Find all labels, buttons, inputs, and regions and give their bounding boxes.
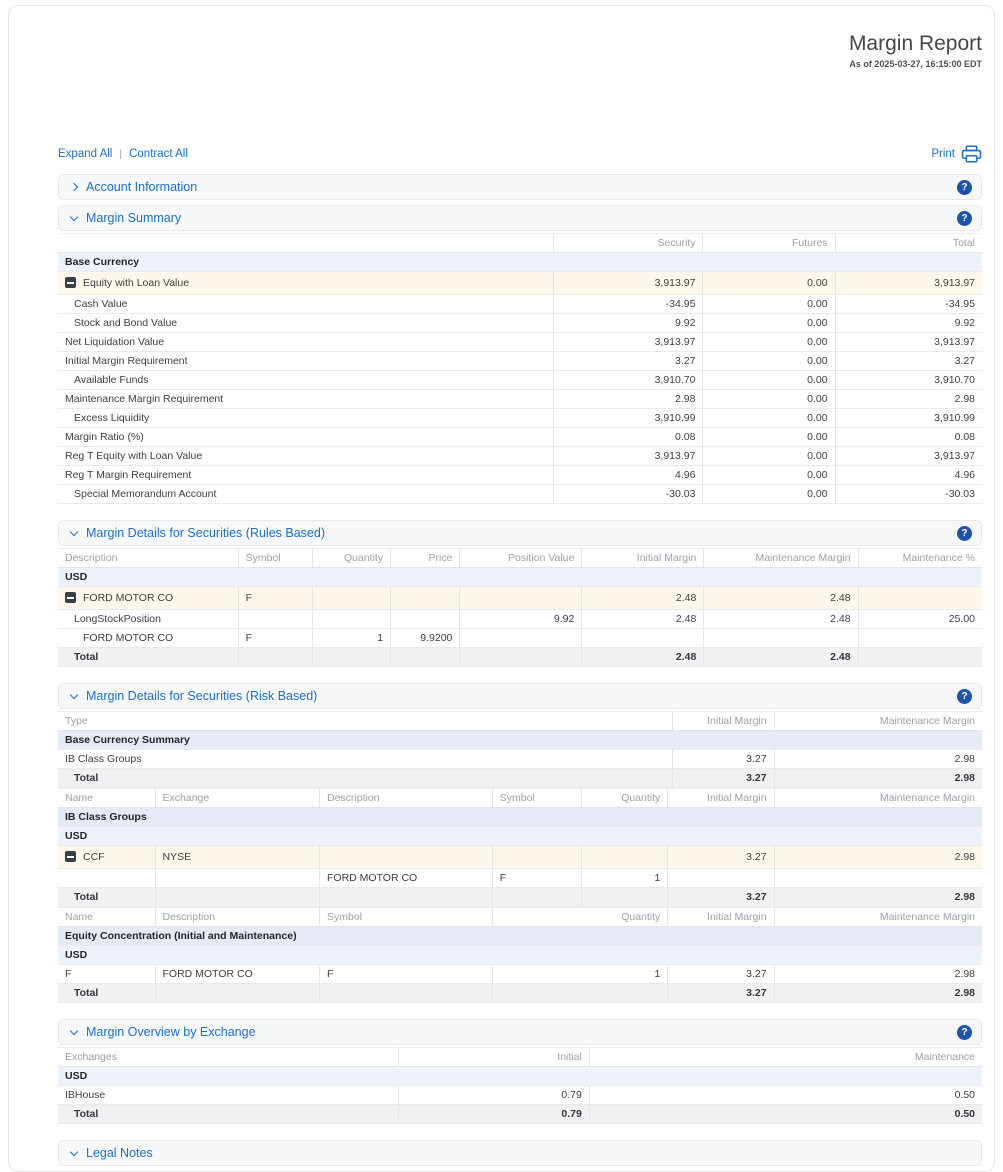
cell: FORD MOTOR CO: [319, 869, 492, 888]
cell: 0.00: [703, 447, 835, 466]
margin-rules-table: [58, 548, 982, 667]
row-label: F: [65, 968, 72, 981]
cell: 2.48: [582, 587, 704, 610]
contract-all-link[interactable]: Contract All: [129, 148, 188, 161]
group-header-cell: USD: [58, 827, 982, 846]
table-row: [58, 984, 982, 1003]
cell: -30.03: [835, 485, 982, 504]
column-header: Security: [553, 234, 703, 253]
table-row: [58, 352, 982, 371]
row-label: Total: [74, 891, 99, 904]
row-label: Cash Value: [74, 298, 128, 311]
cell: [155, 888, 319, 907]
help-icon[interactable]: ?: [957, 211, 972, 226]
row-label: Initial Margin Requirement: [65, 355, 188, 368]
cell: [238, 610, 312, 629]
cell: F: [238, 629, 312, 648]
cell: 3.27: [668, 846, 774, 869]
row-label: Stock and Bond Value: [74, 317, 178, 330]
cell: 0.00: [703, 272, 835, 295]
cell: [58, 352, 553, 371]
table-row: [58, 869, 982, 888]
row-label: Maintenance Margin Requirement: [65, 393, 224, 406]
section-account-information: [58, 174, 982, 200]
collapse-icon[interactable]: [65, 851, 76, 862]
table-row: [58, 587, 982, 610]
group-header-cell: IB Class Groups: [58, 808, 982, 827]
margin-overview-table: [58, 1047, 982, 1124]
cell: [58, 610, 238, 629]
cell: 0.00: [703, 428, 835, 447]
table-row: [58, 808, 982, 827]
table-row: [58, 769, 982, 788]
row-label: Net Liquidation Value: [65, 336, 165, 349]
cell: 3,913.97: [835, 333, 982, 352]
cell: [58, 965, 155, 984]
column-header: Position Value: [460, 549, 582, 568]
column-header: Symbol: [238, 549, 312, 568]
cell: 2.48: [582, 610, 704, 629]
cell: 3,913.97: [835, 447, 982, 466]
group-header-cell: Equity Concentration (Initial and Maintenance): [58, 927, 982, 946]
row-label: CCF: [83, 851, 105, 864]
cell: [58, 466, 553, 485]
table-row: [58, 1067, 982, 1086]
column-header: Initial Margin: [668, 908, 774, 927]
table-header-row: [58, 789, 982, 808]
cell: 3.27: [668, 965, 774, 984]
cell: [58, 409, 553, 428]
cell: [58, 869, 155, 888]
row-label: Total: [74, 1108, 99, 1121]
row-label: Excess Liquidity: [74, 412, 150, 425]
cell: 3,910.70: [835, 371, 982, 390]
column-header: Maintenance: [589, 1048, 982, 1067]
row-label: FORD MOTOR CO: [83, 632, 174, 645]
cell: [58, 750, 672, 769]
cell: [460, 587, 582, 610]
table-row: [58, 371, 982, 390]
cell: 1: [312, 629, 391, 648]
column-header: Description: [319, 789, 492, 808]
row-label: Equity with Loan Value: [83, 277, 190, 290]
cell: 4.96: [835, 466, 982, 485]
cell: [58, 1086, 398, 1105]
cell: 3.27: [835, 352, 982, 371]
cell: 2.98: [774, 846, 982, 869]
cell: [58, 428, 553, 447]
toolbar: [58, 145, 982, 163]
cell: 2.98: [774, 769, 982, 788]
link-separator: |: [119, 148, 123, 161]
cell: [582, 846, 668, 869]
cell: [704, 629, 858, 648]
cell: [582, 629, 704, 648]
margin-summary-table: [58, 233, 982, 504]
cell: [492, 888, 582, 907]
chevron-down-icon[interactable]: [70, 1027, 78, 1035]
cell: [58, 272, 553, 295]
table-header-row: [58, 234, 982, 253]
row-label: Reg T Equity with Loan Value: [65, 450, 203, 463]
cell: F: [492, 869, 582, 888]
column-header: Maintenance %: [858, 549, 982, 568]
cell: [319, 888, 492, 907]
cell: [492, 846, 582, 869]
cell: [58, 314, 553, 333]
row-label: Available Funds: [74, 374, 149, 387]
report-card: [8, 5, 995, 1172]
column-header: Name: [58, 789, 155, 808]
column-header: Quantity: [582, 789, 668, 808]
cell: 2.98: [835, 390, 982, 409]
cell: [58, 769, 672, 788]
column-header: Initial Margin: [672, 712, 774, 731]
cell: 3,913.97: [553, 447, 703, 466]
cell: [319, 846, 492, 869]
chevron-down-icon[interactable]: [70, 691, 78, 699]
cell: 2.48: [704, 648, 858, 667]
cell: 3,913.97: [553, 272, 703, 295]
column-header: Price: [391, 549, 460, 568]
row-label: Total: [74, 651, 99, 664]
column-header: Initial Margin: [582, 549, 704, 568]
risk-class-groups-table: [58, 788, 982, 907]
table-row: [58, 314, 982, 333]
cell: 3,910.70: [553, 371, 703, 390]
cell: 0.08: [835, 428, 982, 447]
column-header: Description: [58, 549, 238, 568]
cell: 9.92: [835, 314, 982, 333]
cell: 0.00: [703, 485, 835, 504]
cell: [668, 869, 774, 888]
risk-summary-table: [58, 711, 982, 788]
section-legal-notes: [58, 1140, 982, 1166]
cell: 3.27: [668, 888, 774, 907]
column-header: Futures: [703, 234, 835, 253]
expand-all-link[interactable]: Expand All: [58, 148, 113, 161]
group-header-cell: USD: [58, 946, 982, 965]
table-row: [58, 946, 982, 965]
cell: 3.27: [668, 984, 774, 1003]
margin-overview-header[interactable]: [58, 1019, 982, 1045]
cell: -34.95: [553, 295, 703, 314]
column-header: Name: [58, 908, 155, 927]
cell: [58, 1105, 398, 1124]
cell: [238, 648, 312, 667]
cell: 0.79: [398, 1086, 589, 1105]
cell: 1: [582, 869, 668, 888]
cell: [58, 447, 553, 466]
column-header: Quantity: [492, 908, 668, 927]
cell: 0.00: [703, 371, 835, 390]
table-row: [58, 1105, 982, 1124]
column-header: Total: [835, 234, 982, 253]
section-title: Margin Details for Securities (Rules Based): [86, 526, 325, 541]
cell: 3,913.97: [835, 272, 982, 295]
cell: [460, 648, 582, 667]
margin-summary-header[interactable]: [58, 205, 982, 231]
table-row: [58, 610, 982, 629]
cell: [58, 629, 238, 648]
table-row: [58, 447, 982, 466]
cell: 0.00: [703, 314, 835, 333]
cell: [391, 587, 460, 610]
chevron-down-icon[interactable]: [70, 1148, 78, 1156]
table-row: [58, 409, 982, 428]
cell: [58, 371, 553, 390]
cell: [460, 629, 582, 648]
cell: 4.96: [553, 466, 703, 485]
cell: 3,910.99: [553, 409, 703, 428]
cell: [319, 984, 492, 1003]
chevron-down-icon[interactable]: [70, 213, 78, 221]
table-header-row: [58, 908, 982, 927]
cell: [391, 610, 460, 629]
cell: [312, 648, 391, 667]
table-row: [58, 466, 982, 485]
cell: 25.00: [858, 610, 982, 629]
section-title: Account Information: [86, 180, 198, 195]
cell: [58, 648, 238, 667]
cell: [312, 587, 391, 610]
help-icon[interactable]: ?: [957, 180, 972, 195]
group-header-cell: Base Currency: [58, 253, 982, 272]
cell: F: [319, 965, 492, 984]
cell: [58, 888, 155, 907]
help-icon[interactable]: ?: [957, 1025, 972, 1040]
table-row: [58, 253, 982, 272]
row-label: Special Memorandum Account: [74, 488, 217, 501]
cell: FORD MOTOR CO: [155, 965, 319, 984]
cell: NYSE: [155, 846, 319, 869]
cell: 2.98: [774, 750, 982, 769]
cell: 3,913.97: [553, 333, 703, 352]
cell: [858, 648, 982, 667]
cell: -34.95: [835, 295, 982, 314]
table-row: [58, 428, 982, 447]
print-button[interactable]: [931, 145, 982, 163]
table-row: [58, 750, 982, 769]
row-label: Reg T Margin Requirement: [65, 469, 192, 482]
cell: 9.92: [460, 610, 582, 629]
cell: 1: [492, 965, 668, 984]
cell: 0.00: [703, 333, 835, 352]
cell: 2.98: [553, 390, 703, 409]
cell: 2.98: [774, 888, 982, 907]
column-header: Initial: [398, 1048, 589, 1067]
table-row: [58, 390, 982, 409]
chevron-down-icon[interactable]: [70, 528, 78, 536]
help-icon[interactable]: ?: [957, 526, 972, 541]
table-row: [58, 629, 982, 648]
cell: [155, 984, 319, 1003]
cell: 3.27: [553, 352, 703, 371]
cell: [155, 869, 319, 888]
risk-concentration-table: [58, 907, 982, 1003]
margin-rules-based-header[interactable]: [58, 520, 982, 546]
table-row: [58, 272, 982, 295]
table-row: [58, 827, 982, 846]
column-header: Exchanges: [58, 1048, 398, 1067]
table-row: [58, 888, 982, 907]
row-label: LongStockPosition: [74, 613, 161, 626]
report-timestamp: As of 2025-03-27, 16:15:00 EDT: [849, 59, 982, 70]
table-row: [58, 333, 982, 352]
table-header-row: [58, 1048, 982, 1067]
table-row: [58, 648, 982, 667]
column-header: Maintenance Margin: [774, 908, 982, 927]
cell: [58, 333, 553, 352]
collapse-icon[interactable]: [65, 592, 76, 603]
section-margin-overview: [58, 1019, 982, 1124]
table-row: [58, 1086, 982, 1105]
cell: 0.50: [589, 1105, 982, 1124]
help-icon[interactable]: ?: [957, 689, 972, 704]
section-title: Legal Notes: [86, 1146, 153, 1161]
row-label: IBHouse: [65, 1089, 106, 1102]
table-row: [58, 568, 982, 587]
section-margin-summary: [58, 205, 982, 504]
cell: 0.00: [703, 409, 835, 428]
cell: [58, 295, 553, 314]
cell: 0.79: [398, 1105, 589, 1124]
column-header: Initial Margin: [668, 789, 774, 808]
page-title: Margin Report: [848, 32, 982, 55]
column-header: Symbol: [319, 908, 492, 927]
row-label: Total: [74, 987, 99, 1000]
column-header: Exchange: [155, 789, 319, 808]
table-row: [58, 927, 982, 946]
cell: [858, 629, 982, 648]
group-header-cell: Base Currency Summary: [58, 731, 982, 750]
column-header: Quantity: [312, 549, 391, 568]
row-label: FORD MOTOR CO: [83, 592, 174, 605]
table-header-row: [58, 712, 982, 731]
cell: 0.00: [703, 390, 835, 409]
cell: 3.27: [672, 750, 774, 769]
table-row: [58, 731, 982, 750]
column-header: Maintenance Margin: [774, 712, 982, 731]
table-header-row: [58, 549, 982, 568]
cell: 0.50: [589, 1086, 982, 1105]
cell: 2.98: [774, 965, 982, 984]
cell: [58, 984, 155, 1003]
section-title: Margin Overview by Exchange: [86, 1025, 256, 1040]
cell: [58, 390, 553, 409]
column-header: Symbol: [492, 789, 582, 808]
cell: [391, 648, 460, 667]
cell: 0.00: [703, 352, 835, 371]
cell: [774, 869, 982, 888]
printer-icon: [961, 145, 982, 163]
account-information-header[interactable]: [58, 174, 982, 200]
cell: -30.03: [553, 485, 703, 504]
cell: 0.08: [553, 428, 703, 447]
table-row: [58, 485, 982, 504]
cell: 2.48: [704, 610, 858, 629]
margin-risk-based-header[interactable]: [58, 683, 982, 709]
cell: 9.92: [553, 314, 703, 333]
print-label: Print: [931, 148, 955, 161]
expand-contract-links: [58, 148, 188, 160]
row-label: Margin Ratio (%): [65, 431, 144, 444]
column-header: Type: [58, 712, 672, 731]
table-row: [58, 965, 982, 984]
section-margin-rules-based: [58, 520, 982, 667]
cell: [58, 587, 238, 610]
cell: [312, 610, 391, 629]
cell: [858, 587, 982, 610]
cell: [58, 846, 155, 869]
column-header: Description: [155, 908, 319, 927]
report-header: [58, 32, 982, 69]
legal-notes-header[interactable]: [58, 1140, 982, 1166]
group-header-cell: USD: [58, 568, 982, 587]
collapse-icon[interactable]: [65, 277, 76, 288]
cell: [492, 984, 668, 1003]
section-title: Margin Summary: [86, 211, 182, 226]
cell: [58, 485, 553, 504]
column-header: Maintenance Margin: [704, 549, 858, 568]
cell: 9.9200: [391, 629, 460, 648]
cell: F: [238, 587, 312, 610]
cell: 2.98: [774, 984, 982, 1003]
section-margin-risk-based: [58, 683, 982, 1003]
cell: 3,910.99: [835, 409, 982, 428]
cell: 0.00: [703, 295, 835, 314]
cell: 3.27: [672, 769, 774, 788]
group-header-cell: USD: [58, 1067, 982, 1086]
chevron-right-icon[interactable]: [70, 183, 78, 191]
cell: 2.48: [582, 648, 704, 667]
cell: 0.00: [703, 466, 835, 485]
cell: [582, 888, 668, 907]
column-header: [58, 234, 553, 253]
row-label: Total: [74, 772, 99, 785]
section-title: Margin Details for Securities (Risk Based): [86, 689, 318, 704]
cell: 2.48: [704, 587, 858, 610]
row-label: IB Class Groups: [65, 753, 142, 766]
table-row: [58, 846, 982, 869]
column-header: Maintenance Margin: [774, 789, 982, 808]
table-row: [58, 295, 982, 314]
